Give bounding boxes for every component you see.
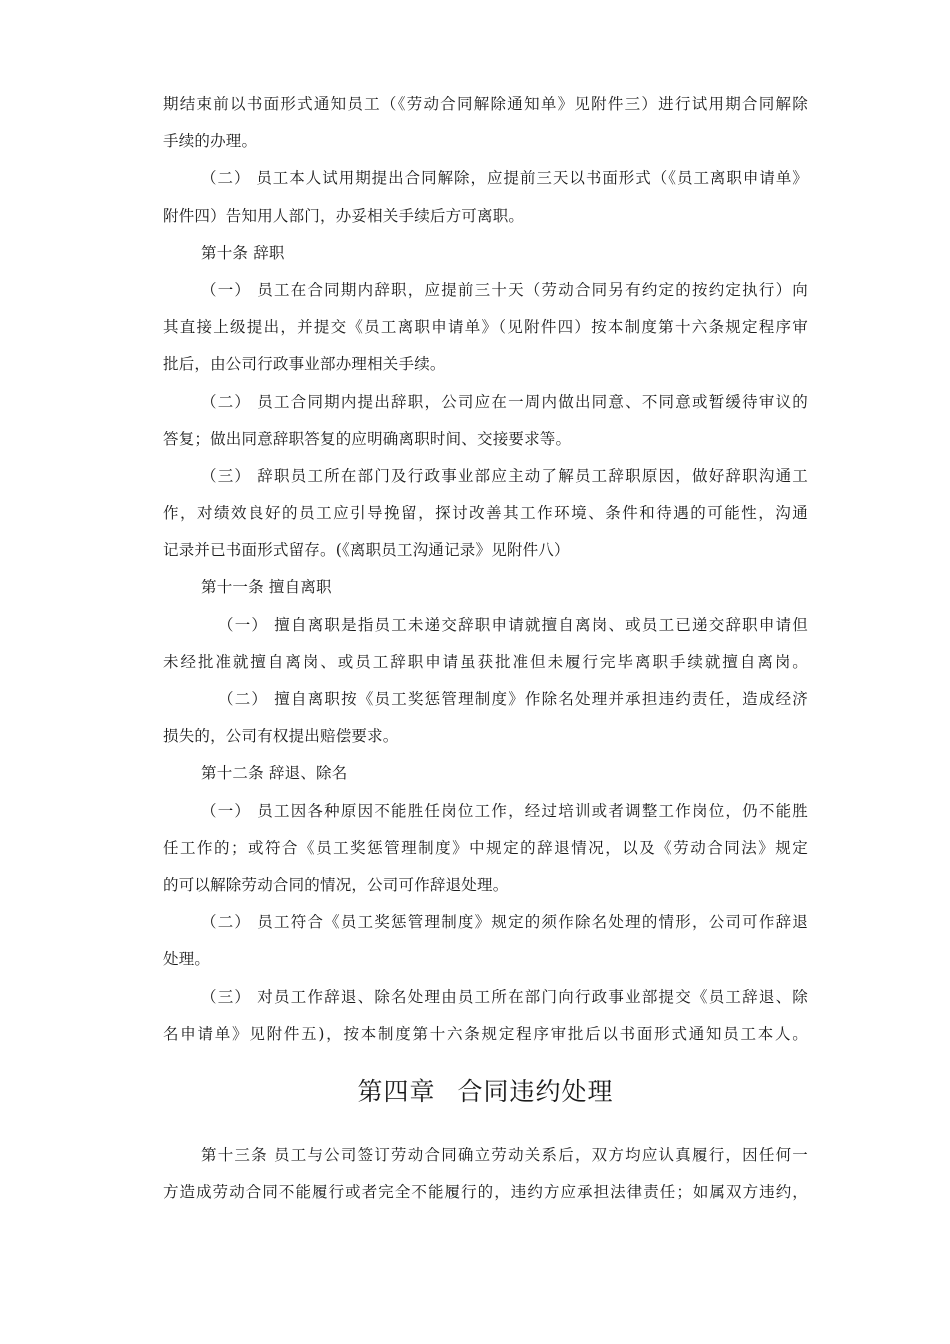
paragraph-line: 记录并已书面形式留存。(《离职员工沟通记录》见附件八）	[163, 541, 570, 560]
paragraph-line: （一） 擅自离职是指员工未递交辞职申请就擅自离岗、或员工已递交辞职申请但	[218, 615, 808, 634]
paragraph-line: 期结束前以书面形式通知员工（《劳动合同解除通知单》见附件三）进行试用期合同解除	[163, 95, 808, 113]
paragraph-line: 作，对绩效良好的员工应引导挽留，探讨改善其工作环境、条件和待遇的可能性，沟通	[163, 504, 808, 523]
paragraph-line: 任工作的；或符合《员工奖惩管理制度》中规定的辞退情况，以及《劳动合同法》规定	[163, 838, 808, 857]
paragraph-line: 附件四）告知用人部门，办妥相关手续后方可离职。	[163, 206, 525, 225]
paragraph-line: （二） 员工符合《员工奖惩管理制度》规定的须作除名处理的情形，公司可作辞退	[201, 913, 808, 932]
paragraph-line: 答复；做出同意辞职答复的应明确离职时间、交接要求等。	[163, 429, 572, 448]
article-heading: 第十条 辞职	[201, 243, 285, 262]
article-heading: 第十一条 擅自离职	[201, 578, 332, 597]
document-page	[163, 86, 808, 1211]
chapter-heading	[163, 1061, 808, 1123]
paragraph-line: 方造成劳动合同不能履行或者完全不能履行的，违约方应承担法律责任；如属双方违约，	[163, 1183, 808, 1202]
paragraph-line: 其直接上级提出，并提交《员工离职申请单》（见附件四）按本制度第十六条规定程序审	[163, 318, 808, 337]
paragraph-line: 手续的办理。	[163, 132, 258, 151]
paragraph-line: （二） 员工本人试用期提出合同解除，应提前三天以书面形式（《员工离职申请单》	[201, 169, 808, 188]
paragraph-line: （二） 员工合同期内提出辞职，公司应在一周内做出同意、不同意或暂缓待审议的	[201, 392, 808, 411]
paragraph-line: 未经批准就擅自离岗、或员工辞职申请虽获批准但未履行完毕离职手续就擅自离岗。	[163, 652, 808, 671]
paragraph-line: （二） 擅自离职按《员工奖惩管理制度》作除名处理并承担违约责任，造成经济	[218, 690, 808, 708]
paragraph-line: （三） 对员工作辞退、除名处理由员工所在部门向行政事业部提交《员工辞退、除	[201, 987, 808, 1006]
paragraph-line: 的可以解除劳动合同的情况，公司可作辞退处理。	[163, 875, 509, 894]
paragraph-line: （一） 员工在合同期内辞职，应提前三十天（劳动合同另有约定的按约定执行）向	[201, 280, 808, 299]
paragraph-line: 损失的，公司有权提出赔偿要求。	[163, 727, 399, 746]
paragraph-line: （三） 辞职员工所在部门及行政事业部应主动了解员工辞职原因，做好辞职沟通工	[201, 466, 808, 485]
chapter-number: 第四章	[357, 1076, 436, 1106]
paragraph-line: 第十三条 员工与公司签订劳动合同确立劳动关系后，双方均应认真履行，因任何一	[201, 1145, 808, 1164]
chapter-title: 合同违约处理	[457, 1076, 614, 1106]
paragraph-line: 处理。	[163, 950, 211, 969]
article-heading: 第十二条 辞退、除名	[201, 764, 348, 783]
paragraph-line: 批后，由公司行政事业部办理相关手续。	[163, 355, 446, 374]
paragraph-line: 名申请单》见附件五)，按本制度第十六条规定程序审批后以书面形式通知员工本人。	[163, 1024, 808, 1043]
paragraph-line: （一） 员工因各种原因不能胜任岗位工作，经过培训或者调整工作岗位，仍不能胜	[201, 801, 808, 820]
